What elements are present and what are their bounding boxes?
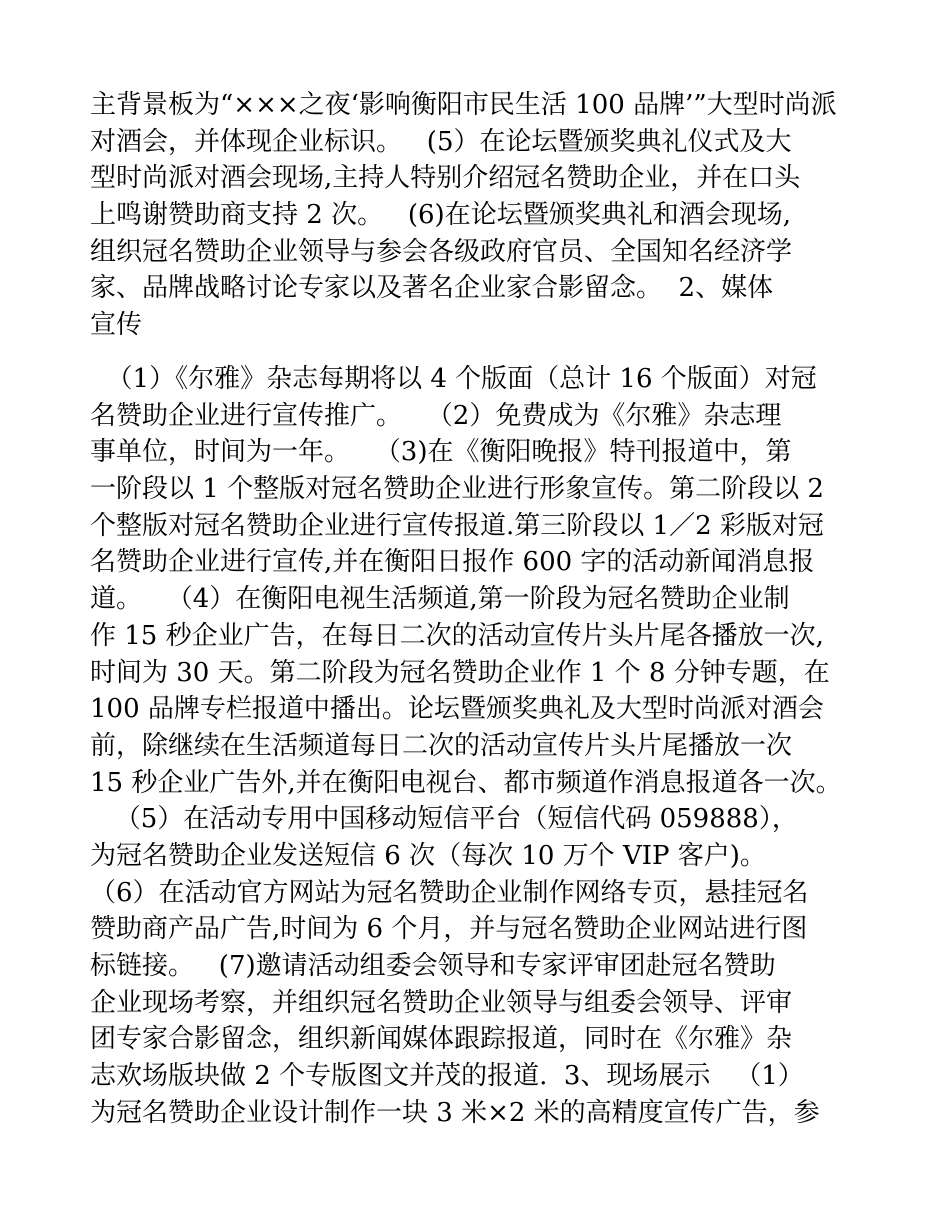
text-line: 名赞助企业进行宣传,并在衡阳日报作 600 字的活动新闻消息报 — [90, 547, 815, 578]
text-line: 志欢场版块做 2 个专版图文并茂的报道. 3、现场展示 （1） — [90, 1061, 804, 1092]
paragraph-media-promotion — [90, 361, 880, 1131]
text-line: 个整版对冠名赞助企业进行宣传报道.第三阶段以 1／2 彩版对冠 — [90, 510, 824, 541]
text-line: 15 秒企业广告外,并在衡阳电视台、都市频道作消息报道各一次。 — [90, 767, 842, 798]
text-line: 100 品牌专栏报道中播出。论坛暨颁奖典礼及大型时尚派对酒会 — [90, 694, 824, 725]
text-line: （6）在活动官方网站为冠名赞助企业制作网络专页，悬挂冠名 — [90, 877, 809, 908]
text-line: 型时尚派对酒会现场,主持人特别介绍冠名赞助企业，并在口头 — [90, 163, 801, 194]
text-line: 道。 （4）在衡阳电视生活频道,第一阶段为冠名赞助企业制 — [90, 584, 790, 615]
text-line: 组织冠名赞助企业领导与参会各级政府官员、全国知名经济学 — [90, 236, 793, 267]
text-line: 团专家合影留念，组织新闻媒体跟踪报道，同时在《尔雅》杂 — [90, 1024, 793, 1055]
text-line: 主背景板为“×××之夜‘影响衡阳市民生活 100 品牌’”大型时尚派 — [90, 90, 837, 120]
text-line: 标链接。 (7)邀请活动组委会领导和专家评审团赴冠名赞助 — [90, 951, 776, 981]
text-line: 为冠名赞助企业发送短信 6 次（每次 10 万个 VIP 客户)。 — [90, 840, 766, 871]
text-line: 赞助商产品广告,时间为 6 个月，并与冠名赞助企业网站进行图 — [90, 914, 808, 945]
paragraph-sponsorship-onsite — [90, 87, 880, 344]
text-line: 家、品牌战略讨论专家以及著名企业家合影留念。 2、媒体 — [90, 273, 774, 304]
text-line: 上鸣谢赞助商支持 2 次。 (6)在论坛暨颁奖典礼和酒会现场, — [90, 200, 791, 231]
text-line: 名赞助企业进行宣传推广。 （2）免费成为《尔雅》杂志理 — [90, 400, 782, 431]
text-line: 一阶段以 1 个整版对冠名赞助企业进行形象宣传。第二阶段以 2 — [90, 474, 824, 505]
text-line: 时间为 30 天。第二阶段为冠名赞助企业作 1 个 8 分钟专题，在 — [90, 657, 830, 688]
text-line: 宣传 — [90, 310, 143, 341]
text-line: （5）在活动专用中国移动短信平台（短信代码 059888）， — [90, 804, 798, 835]
text-line: 前，除继续在生活频道每日二次的活动宣传片头片尾播放一次 — [90, 730, 793, 761]
text-line: 事单位，时间为一年。 （3)在《衡阳晚报》特刊报道中，第 — [90, 437, 792, 468]
text-line: 为冠名赞助企业设计制作一块 3 米×2 米的高精度宣传广告，参 — [90, 1097, 820, 1128]
text-line: 企业现场考察，并组织冠名赞助企业领导与组委会领导、评审 — [90, 987, 793, 1018]
text-line: 作 15 秒企业广告，在每日二次的活动宣传片头片尾各播放一次, — [90, 620, 824, 651]
text-line: 对酒会，并体现企业标识。 (5）在论坛暨颁奖典礼仪式及大 — [90, 126, 792, 157]
text-line: （1）《尔雅》杂志每期将以 4 个版面（总计 16 个版面）对冠 — [90, 364, 817, 394]
